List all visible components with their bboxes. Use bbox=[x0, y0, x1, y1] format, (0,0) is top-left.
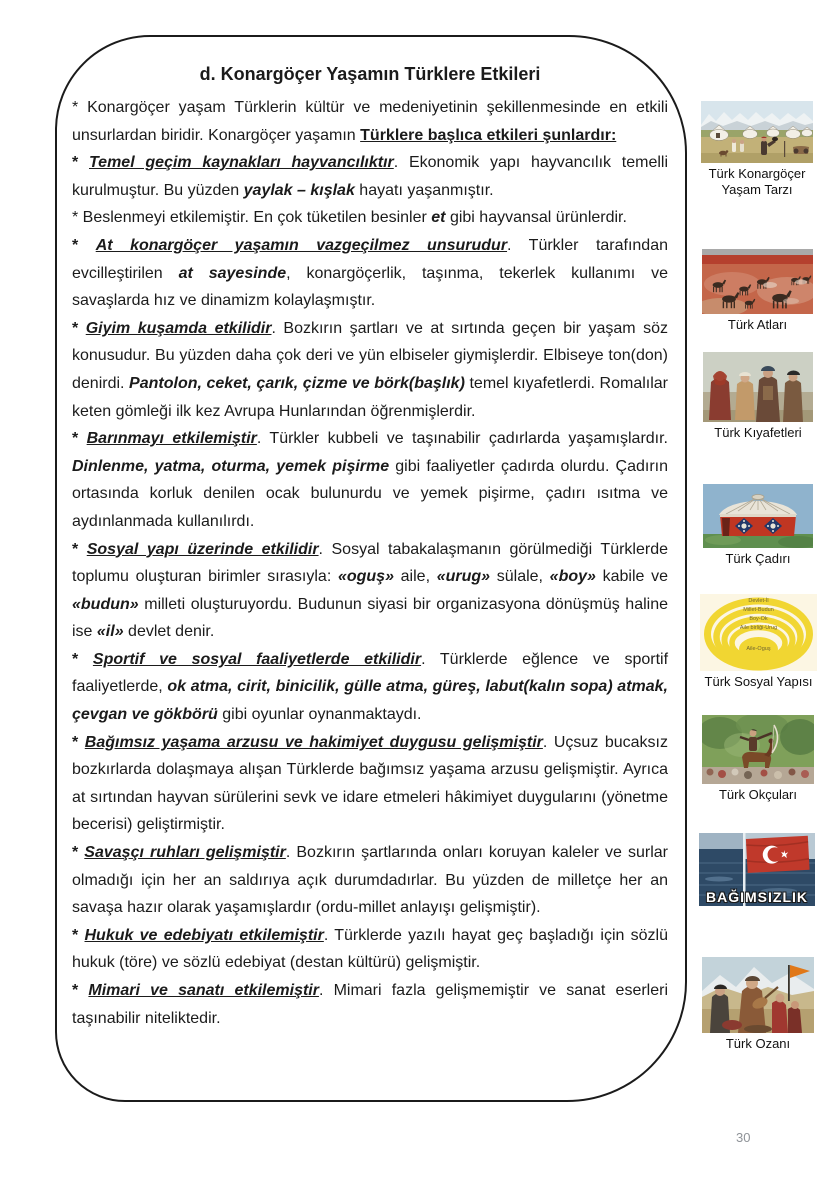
bard-painting-illustration bbox=[702, 957, 814, 1033]
figure-caption: Türk Kıyafetleri bbox=[714, 425, 802, 440]
sidebar-figure-social-structure bbox=[700, 594, 817, 690]
sidebar-figure-horses bbox=[702, 249, 813, 333]
diagram-label-aile-birligi: Aile birliği-Urug bbox=[739, 625, 778, 631]
sidebar-figure-clothing bbox=[703, 352, 813, 441]
independence-flag-illustration bbox=[699, 833, 815, 906]
document-paragraphs: * Konargöçer yaşam Türklerin kültür ve medeniyetinin şekillenmesinde en etkili unsurlardan biridir. Konargöçer yaşamın Türklere başlıca etkileri şunlardır: * Temel geçim kaynakları hayvancılıktır. Ekonomik yapı hayvancılık temelli kurulmuştur. Bu yüzden yaylak – kışlak hayatı yaşanmıştır. * Beslenmeyi etkilemiştir. En çok tüketilen besinler et gibi hayvansal ürünlerdir. * At konargöçer yaşamın vazgeçilmez unsurudur. Türkler tarafından evcilleştirilen at sayesinde, konargöçerlik, taşınma, tekerlek kullanımı ve savaşlarda hız ve dinamizm kolaylaşmıştır. * Giyim kuşamda etkilidir. Bozkırın şartları ve at sırtında geçen bir yaşam söz konusudur. Bu yüzden daha çok deri ve yün elbiseler giymişlerdir. Elbiseye ton(don) denirdi. Pantolon, ceket, çarık, çizme ve börk(başlık) temel kıyafetlerdi. Romalılar keten gömleği ilk kez Avrupa Hunlarından öğrenmişlerdir. * Barınmayı etkilemiştir. Türkler kubbeli ve taşınabilir çadırlarda yaşamışlardır. Dinlenme, yatma, oturma, yemek pişirme gibi faaliyetler çadırda olurdu. Çadırın ortasında korluk denilen ocak bulunurdu ve yemek pişirme, çadırı ısıtma ve aydınlanmada kullanılırdı. * Sosyal yapı üzerinde etkilidir. Sosyal tabakalaşmanın görülmediği Türklerde toplumu oluşturan birimler sırasıyla: «oguş» aile, «urug» sülale, «boy» kabile ve «budun» milleti oluşturuyordu. Budunun siyasi bir organizasyona dönüşmüş haline ise «il» devlet denir. * Sportif ve sosyal faaliyetlerde etkilidir. Türklerde eğlence ve sportif faaliyetlerde, ok atma, cirit, binicilik, gülle atma, güreş, labut(kalın sopa) atmak, çevgan ve gökbörü gibi oyunlar oynanmaktaydı. * Bağımsız yaşama arzusu ve hakimiyet duygusu gelişmiştir. Uçsuz bucaksız bozkırlarda dolaşmaya alışan Türklerde bağımsız yaşama arzusu gelişmiştir. Ayrıca at sırtından hayvan sürülerini sevk ve idare etmeleri hâkimiyet duygularını (yönetme becerisi) geliştirmiştir. * Savaşçı ruhları gelişmiştir. Bozkırın şartlarında onları koruyan kaleler ve surlar olmadığı için her an saldırıya açık durumdadırlar. Bu yüzden de milletçe her an savaşa hazır olarak yaşamışlardır (ordu-millet anlayışı gelişmiştir). * Hukuk ve edebiyatı etkilemiştir. Türklerde yazılı hayat geç başladığı için sözlü hukuk (töre) ve sözlü edebiyat (destan kültürü) gelişmiştir. * Mimari ve sanatı etkilemiştir. Mimari fazla gelişmemiştir ve sanat eserleri taşınabilir niteliktedir. bbox=[72, 99, 669, 1027]
clothing-illustration bbox=[703, 352, 813, 422]
independence-overlay-text: BAĞIMSIZLIK bbox=[706, 889, 808, 905]
horses-illustration bbox=[702, 249, 813, 314]
figure-caption: Türk Çadırı bbox=[725, 551, 791, 566]
diagram-label-aile: Aile-Oguş bbox=[746, 646, 771, 652]
sidebar-figure-archers bbox=[702, 715, 814, 803]
diagram-label-millet: Millet-Budun bbox=[743, 607, 774, 613]
yurt-camp-illustration bbox=[701, 101, 813, 163]
sidebar-figure-independence bbox=[699, 833, 815, 906]
figure-caption: Türk Okçuları bbox=[718, 787, 797, 802]
diagram-label-devlet: Devlet-İl bbox=[748, 598, 769, 604]
sidebar-figure-yurt-camp bbox=[701, 101, 813, 198]
figure-caption: Türk Sosyal Yapısı bbox=[704, 674, 813, 689]
red-yurt-illustration bbox=[703, 484, 813, 548]
figure-caption: Türk Atları bbox=[727, 317, 788, 332]
figure-caption: Türk Ozanı bbox=[725, 1036, 791, 1051]
page-title: d. Konargöçer Yaşamın Türklere Etkileri bbox=[199, 64, 541, 84]
page-number: 30 bbox=[736, 1130, 751, 1145]
sidebar-figure-bard bbox=[702, 957, 814, 1052]
horse-archer-illustration bbox=[702, 715, 814, 784]
diagram-label-boy: Boy-Ok bbox=[749, 616, 768, 622]
figure-caption: Türk Konargöçer Yaşam Tarzı bbox=[708, 166, 806, 197]
social-structure-diagram bbox=[700, 594, 817, 671]
sidebar-figure-yurt bbox=[703, 484, 813, 567]
